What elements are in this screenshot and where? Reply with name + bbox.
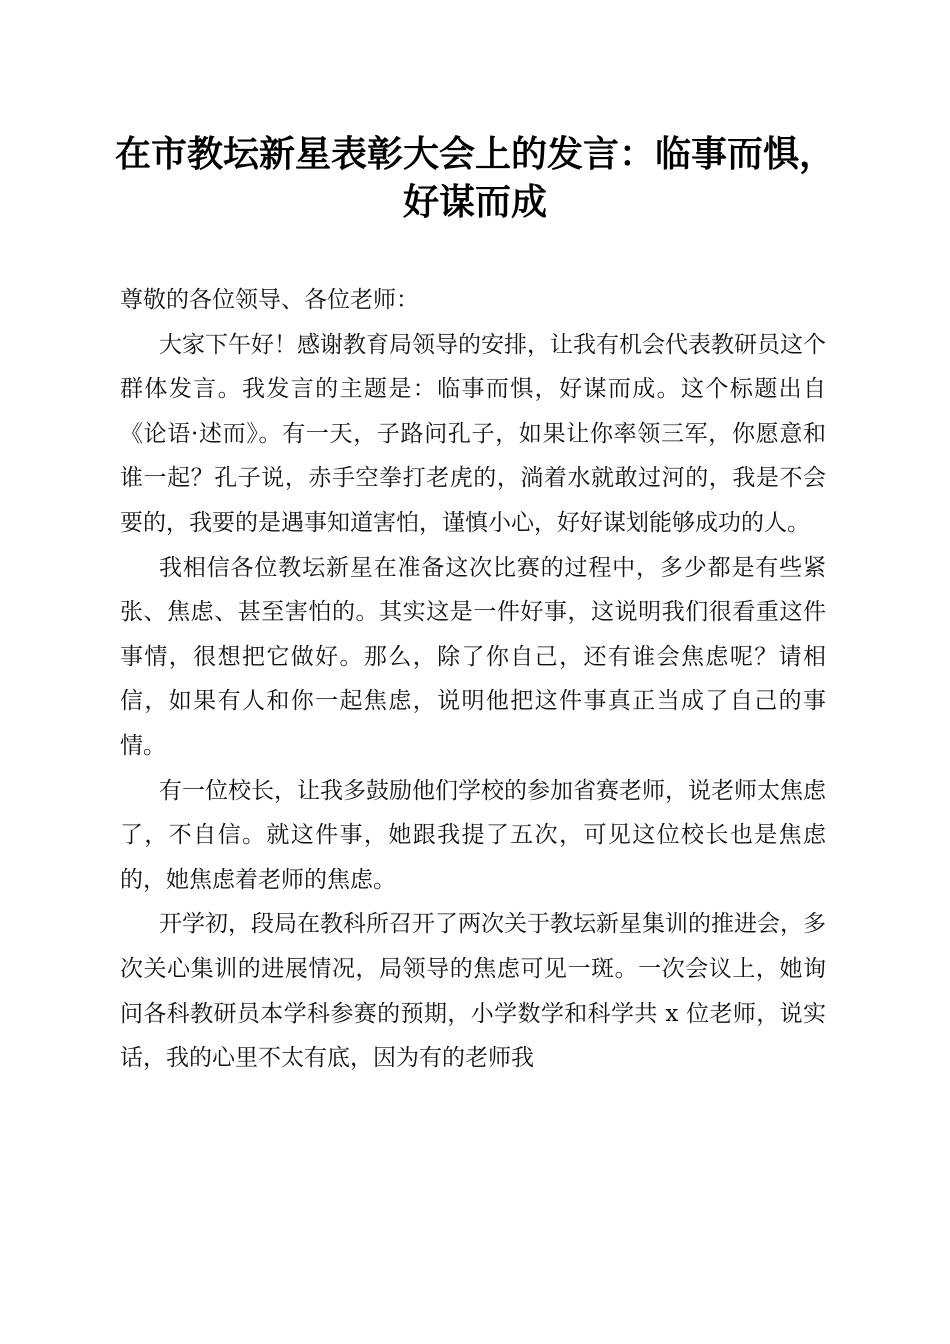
document-title	[100, 130, 850, 226]
paragraph-1: 大家下午好！感谢教育局领导的安排，让我有机会代表教研员这个群体发言。我发言的主题是：临事而惧，好谋而成。这个标题出自《论语·述而》。有一天，子路问孔子，如果让你率领三军，你愿意和谁一起？孔子说，赤手空拳打老虎的，淌着水就敢过河的，我是不会要的，我要的是遇事知道害怕，谨慎小心，好好谋划能够成功的人。	[120, 331, 826, 536]
paragraph-4: 开学初，段局在教科所召开了两次关于教坛新星集训的推进会，多次关心集训的进展情况，局领导的焦虑可见一斑。一次会议上，她询问各科教研员本学科参赛的预期，小学数学和科学共 x 位老师，说实话，我的心里不太有底，因为有的老师我	[120, 911, 826, 1072]
salutation: 尊敬的各位领导、各位老师：	[120, 287, 419, 313]
paragraph-2: 我相信各位教坛新星在准备这次比赛的过程中，多少都是有些紧张、焦虑、甚至害怕的。其实这是一件好事，这说明我们很看重这件事情，很想把它做好。那么，除了你自己，还有谁会焦虑呢？请相信，如果有人和你一起焦虑，说明他把这件事真正当成了自己的事情。	[120, 554, 826, 759]
title-line-2: 好谋而成	[402, 181, 547, 223]
paragraph-3: 有一位校长，让我多鼓励他们学校的参加省赛老师，说老师太焦虑了，不自信。就这件事，她跟我提了五次，可见这位校长也是焦虑的，她焦虑着老师的焦虑。	[120, 777, 826, 893]
title-line-1: 在市教坛新星表彰大会上的发言：临事而惧，	[114, 133, 835, 175]
document-body	[120, 278, 826, 1081]
